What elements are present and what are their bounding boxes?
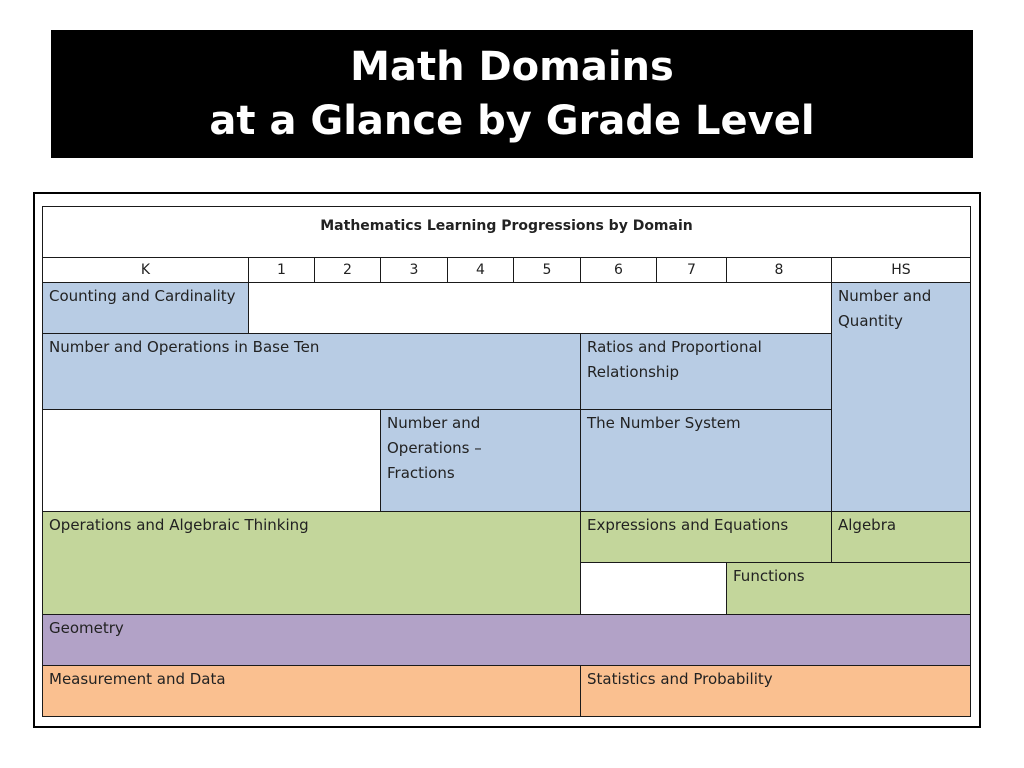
domain-algebra: Algebra [831, 511, 971, 563]
domain-measurement-data: Measurement and Data [42, 665, 581, 717]
empty-cell [580, 562, 727, 615]
title-line-1: Math Domains [350, 44, 674, 90]
domain-statistics-probability: Statistics and Probability [580, 665, 971, 717]
grade-header-6: 6 [580, 257, 657, 283]
grade-header-8: 8 [726, 257, 832, 283]
grade-header-1: 1 [248, 257, 315, 283]
grade-header-5: 5 [513, 257, 581, 283]
title-line-2: at a Glance by Grade Level [209, 98, 815, 144]
grade-header-3: 3 [380, 257, 448, 283]
grade-header-hs: HS [831, 257, 971, 283]
grade-header-k: K [42, 257, 249, 283]
empty-cell [248, 282, 832, 334]
domain-number-operations-base-ten: Number and Operations in Base Ten [42, 333, 581, 410]
grade-header-2: 2 [314, 257, 381, 283]
domain-table-frame [33, 192, 981, 728]
domain-number-system: The Number System [580, 409, 832, 512]
domain-counting-cardinality: Counting and Cardinality [42, 282, 249, 334]
domain-operations-algebraic-thinking: Operations and Algebraic Thinking [42, 511, 581, 615]
domain-number-operations-fractions: Number and Operations – Fractions [380, 409, 581, 512]
domain-functions: Functions [726, 562, 971, 615]
grade-header-4: 4 [447, 257, 514, 283]
domain-ratios-proportional: Ratios and Proportional Relationship [580, 333, 832, 410]
table-caption: Mathematics Learning Progressions by Domain [42, 206, 971, 258]
domain-geometry: Geometry [42, 614, 971, 666]
empty-cell [42, 409, 381, 512]
domain-expressions-equations: Expressions and Equations [580, 511, 832, 563]
grade-header-7: 7 [656, 257, 727, 283]
domain-number-quantity: Number and Quantity [831, 282, 971, 512]
slide-title [51, 30, 973, 158]
